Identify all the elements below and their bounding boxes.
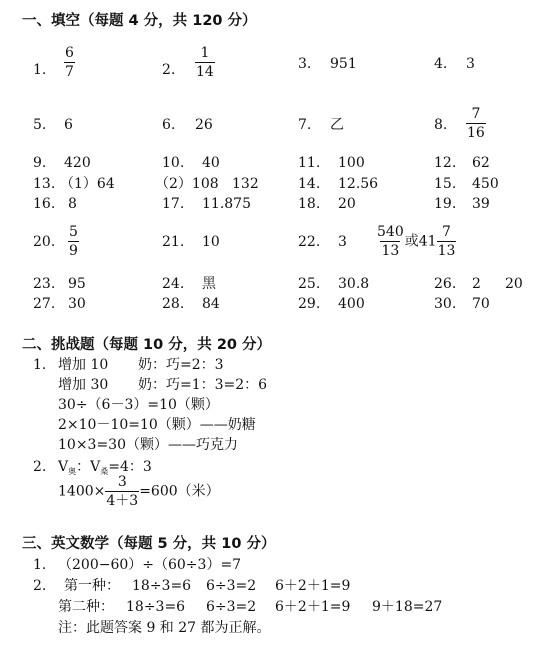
q18-answer: 20 xyxy=(338,196,356,212)
q12-answer: 62 xyxy=(472,155,490,171)
section-2-title: 二、挑战题（每题 10 分，共 20 分） xyxy=(22,337,272,353)
q2-answer: $\frac{1}{14}$ xyxy=(196,45,214,80)
q13-part2b: 132 xyxy=(232,176,259,192)
s3-q1-answer: （200−60）÷（60÷3）=7 xyxy=(58,557,242,573)
q4-number: 4. xyxy=(434,56,448,72)
q24-answer: 黑 xyxy=(202,276,216,292)
section-3-title: 三、英文数学（每题 5 分，共 10 分） xyxy=(22,536,276,552)
q13-number: 13. xyxy=(33,176,56,192)
s3-q2-way2-label: 第二种： xyxy=(58,599,114,615)
q8-answer: $\frac{7}{16}$ xyxy=(467,106,485,141)
q9-number: 9. xyxy=(33,155,47,171)
s3-q2-way2-c: 6＋2＋1=9 xyxy=(275,599,351,615)
q5-number: 5. xyxy=(33,117,47,133)
s3-q2-way2-a: 18÷3=6 xyxy=(126,599,186,615)
q28-answer: 84 xyxy=(202,296,220,312)
q25-number: 25. xyxy=(298,276,321,292)
s2-q1-line1b: 奶：巧=2：3 xyxy=(138,357,224,373)
s3-q2-way1-b: 6÷3=2 xyxy=(206,578,257,594)
q18-number: 18. xyxy=(298,196,321,212)
q19-answer: 39 xyxy=(472,196,490,212)
s2-q1-line1a: 增加 10 xyxy=(58,357,109,373)
q14-answer: 12.56 xyxy=(338,176,379,192)
q17-answer: 11.875 xyxy=(202,196,251,212)
q3-number: 3. xyxy=(298,56,312,72)
s3-q2-way2-b: 6÷3=2 xyxy=(206,599,257,615)
q20-number: 20. xyxy=(33,234,56,250)
s3-q2-number: 2. xyxy=(33,578,47,594)
q7-answer: 乙 xyxy=(330,117,344,133)
q26-number: 26. xyxy=(434,276,457,292)
s2-q2-number: 2. xyxy=(33,459,47,475)
q2-number: 2. xyxy=(162,62,176,78)
q14-number: 14. xyxy=(298,176,321,192)
q27-number: 27. xyxy=(33,296,56,312)
s3-q2-way1-a: 18÷3=6 xyxy=(132,578,192,594)
q7-number: 7. xyxy=(298,117,312,133)
q22-answer: 3 xyxy=(338,234,347,250)
s2-q1-line3: 30÷（6－3）=10（颗） xyxy=(58,397,219,413)
q23-number: 23. xyxy=(33,276,56,292)
q6-answer: 26 xyxy=(195,117,213,133)
q17-number: 17. xyxy=(162,196,185,212)
q26-answer-2: 20 xyxy=(505,276,523,292)
q30-number: 30. xyxy=(434,296,457,312)
q15-number: 15. xyxy=(434,176,457,192)
s3-q2-note: 注：此题答案 9 和 27 都为正解。 xyxy=(58,620,271,636)
q30-answer: 70 xyxy=(472,296,490,312)
q10-answer: 40 xyxy=(202,155,220,171)
s2-q2-ratio: $V_奥$：$V_桑=4$：3 xyxy=(58,459,152,476)
q22-number: 22. xyxy=(298,234,321,250)
q1-answer: $\frac{6}{7}$ xyxy=(65,45,74,80)
q21-number: 21. xyxy=(162,234,185,250)
q3-answer: 951 xyxy=(330,56,357,72)
s3-q2-way2-d: 9＋18=27 xyxy=(372,599,443,615)
section-1-title: 一、填空（每题 4 分，共 120 分） xyxy=(22,13,257,29)
q1-number: 1. xyxy=(33,62,47,78)
q27-answer: 30 xyxy=(68,296,86,312)
s2-q2-calc: 1400× $\frac{3}{4+3}$ =600（米） xyxy=(58,474,220,509)
q12-number: 12. xyxy=(434,155,457,171)
s3-q2-way1-label: 第一种： xyxy=(64,578,120,594)
s2-q1-line5: 10×3=30（颗）——巧克力 xyxy=(58,437,238,453)
q24-number: 24. xyxy=(162,276,185,292)
q28-number: 28. xyxy=(162,296,185,312)
q4-answer: 3 xyxy=(466,56,475,72)
q22-fraction-answer: $\frac{540}{13}$ 或41 $\frac{7}{13}$ xyxy=(377,224,456,259)
q10-number: 10. xyxy=(162,155,185,171)
q23-answer: 95 xyxy=(68,276,86,292)
q29-number: 29. xyxy=(298,296,321,312)
q25-answer: 30.8 xyxy=(338,276,370,292)
s2-q1-number: 1. xyxy=(33,357,47,373)
q15-answer: 450 xyxy=(472,176,499,192)
s2-q1-line2a: 增加 30 xyxy=(58,377,109,393)
s3-q2-way1-c: 6＋2＋1=9 xyxy=(275,578,351,594)
q5-answer: 6 xyxy=(64,117,73,133)
q29-answer: 400 xyxy=(338,296,365,312)
s2-q1-line4: 2×10－10=10（颗）——奶糖 xyxy=(58,417,256,433)
q8-number: 8. xyxy=(434,117,448,133)
q16-answer: 8 xyxy=(68,196,77,212)
q21-answer: 10 xyxy=(202,234,220,250)
q11-number: 11. xyxy=(298,155,321,171)
q16-number: 16. xyxy=(33,196,56,212)
q11-answer: 100 xyxy=(338,155,365,171)
q26-answer-1: 2 xyxy=(472,276,481,292)
s2-q1-line2b: 奶：巧=1：3=2：6 xyxy=(138,377,268,393)
q13-part1: （1）64 xyxy=(60,176,115,192)
q9-answer: 420 xyxy=(64,155,91,171)
s3-q1-number: 1. xyxy=(33,557,47,573)
q6-number: 6. xyxy=(162,117,176,133)
q13-part2: （2）108 xyxy=(155,176,219,192)
q20-answer: $\frac{5}{9}$ xyxy=(69,224,78,259)
q19-number: 19. xyxy=(434,196,457,212)
